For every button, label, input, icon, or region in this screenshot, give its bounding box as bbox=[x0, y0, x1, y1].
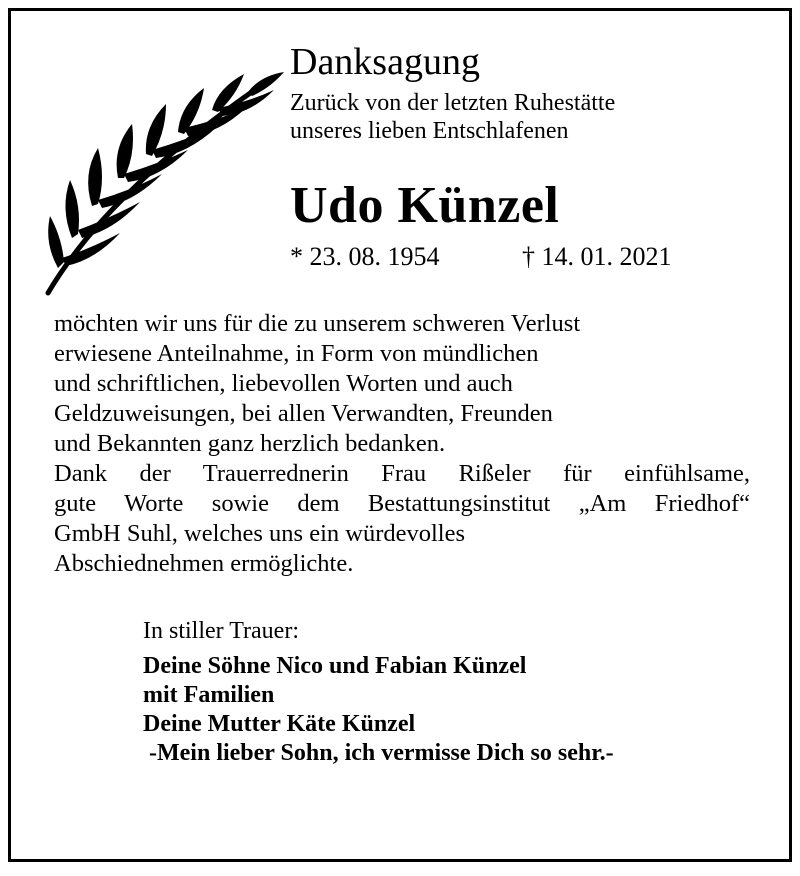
text-line: und Bekannten ganz herzlich bedanken. bbox=[54, 430, 446, 457]
mourner-line: Deine Söhne Nico und Fabian Künzel bbox=[143, 653, 527, 679]
text-line: möchten wir uns für die zu unserem schweren Verlust bbox=[54, 310, 581, 337]
text-line: und schriftlichen, liebevollen Worten und auch bbox=[54, 370, 513, 397]
text-line: Dank der Trauerrednerin Frau Rißeler für einfühlsame, bbox=[54, 460, 750, 487]
intro-text bbox=[290, 89, 615, 145]
mourners-list bbox=[143, 652, 614, 768]
intro-line: Zurück von der letzten Ruhestätte bbox=[290, 90, 616, 116]
mourner-line: Deine Mutter Käte Künzel bbox=[143, 711, 416, 737]
text-line: gute Worte sowie dem Bestattungsinstitut „Am Friedhof“ bbox=[54, 490, 750, 517]
text-line: GmbH Suhl, welches uns ein würdevolles bbox=[54, 520, 465, 547]
mourner-line: mit Familien bbox=[143, 682, 275, 708]
notice-heading: Danksagung bbox=[290, 41, 480, 83]
birth-date: * 23. 08. 1954 bbox=[290, 242, 440, 271]
text-line: Geldzuweisungen, bei allen Verwandten, Freunden bbox=[54, 400, 553, 427]
palm-branch-icon bbox=[40, 68, 285, 298]
mourning-label: In stiller Trauer: bbox=[143, 618, 299, 644]
text-line: Abschiednehmen ermöglichte. bbox=[54, 550, 354, 577]
death-date: † 14. 01. 2021 bbox=[522, 242, 672, 271]
deceased-name: Udo Künzel bbox=[290, 177, 560, 234]
mourner-line: -Mein lieber Sohn, ich vermisse Dich so sehr.- bbox=[143, 740, 614, 766]
text-line: erwiesene Anteilnahme, in Form von mündlichen bbox=[54, 340, 539, 367]
intro-line: unseres lieben Entschlafenen bbox=[290, 118, 569, 144]
thanks-text bbox=[54, 309, 750, 579]
